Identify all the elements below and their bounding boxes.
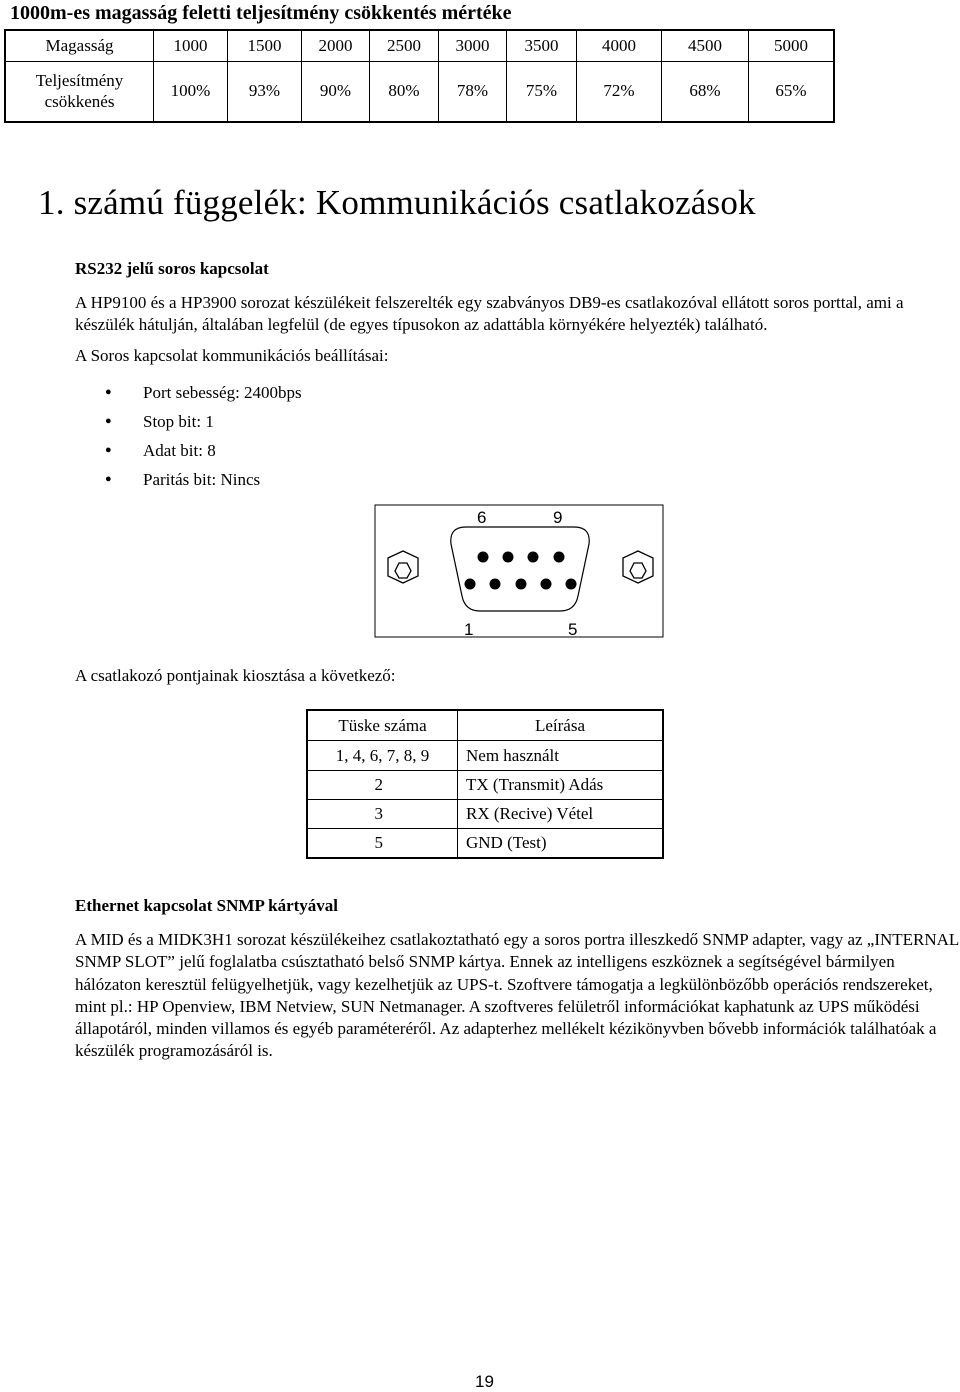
table-cell: 3500	[507, 30, 577, 61]
table-cell: 90%	[302, 61, 370, 122]
table-row	[307, 800, 663, 829]
appendix-title: 1. számú függelék: Kommunikációs csatlakozások	[38, 183, 756, 222]
setting-text: Paritás bit: Nincs	[143, 470, 261, 489]
table-cell: 100%	[154, 61, 228, 122]
table-cell: 78%	[439, 61, 507, 122]
pin-label-1: 1	[464, 620, 474, 639]
table-cell: 72%	[577, 61, 662, 122]
table-cell: 2000	[302, 30, 370, 61]
pin-dot	[541, 579, 552, 590]
page-number: 19	[475, 1372, 494, 1391]
pin-label-5: 5	[568, 620, 578, 639]
rs232-title: RS232 jelű soros kapcsolat	[75, 259, 269, 278]
desc-cell: RX (Recive) Vétel	[458, 800, 664, 829]
desc-cell: GND (Test)	[458, 829, 664, 858]
table-cell: 65%	[749, 61, 835, 122]
pin-label-9: 9	[553, 508, 563, 527]
pin-dot	[528, 552, 539, 563]
desc-cell: TX (Transmit) Adás	[458, 771, 664, 800]
settings-list	[75, 378, 302, 494]
pin-dot	[478, 552, 489, 563]
bullet-icon: ●	[105, 473, 112, 485]
table-cell: 80%	[370, 61, 439, 122]
pin-cell: 1, 4, 6, 7, 8, 9	[307, 741, 458, 771]
bullet-icon: ●	[105, 386, 112, 398]
table-cell: 1000	[154, 30, 228, 61]
column-header: Tüske száma	[307, 710, 458, 741]
table-header-row	[307, 710, 663, 741]
table-row	[5, 30, 834, 61]
pin-cell: 5	[307, 829, 458, 858]
pin-dot	[516, 579, 527, 590]
column-header: Leírása	[458, 710, 664, 741]
pin-dot	[465, 579, 476, 590]
altitude-heading: 1000m-es magasság feletti teljesítmény csökkentés mértéke	[10, 2, 512, 24]
table-row	[5, 61, 834, 122]
setting-text: Adat bit: 8	[143, 441, 216, 460]
db9-connector-diagram	[374, 504, 666, 641]
reduction-row-label: Teljesítmény csökkenés	[5, 61, 154, 122]
table-cell: 75%	[507, 61, 577, 122]
settings-intro: A Soros kapcsolat kommunikációs beállításai:	[75, 346, 389, 365]
table-cell: 3000	[439, 30, 507, 61]
setting-text: Port sebesség: 2400bps	[143, 383, 302, 402]
table-row	[307, 771, 663, 800]
pinout-intro: A csatlakozó pontjainak kiosztása a következő:	[75, 666, 396, 685]
bullet-icon: ●	[105, 415, 112, 427]
table-cell: 1500	[228, 30, 302, 61]
pinout-table	[306, 709, 664, 859]
table-cell: 2500	[370, 30, 439, 61]
pin-dot	[490, 579, 501, 590]
bullet-icon: ●	[105, 444, 112, 456]
rs232-paragraph: A HP9100 és a HP3900 sorozat készülékeit felszerelték egy szabványos DB9-es csatlakozóval ellátott soros porttal, ami a készülék hátulján, általában legfelül (de egyes típusokon az adattábla környékére helyezték) található.	[75, 293, 904, 334]
list-item	[75, 436, 302, 465]
table-row	[307, 829, 663, 858]
table-cell: 68%	[662, 61, 749, 122]
pin-dot	[566, 579, 577, 590]
pin-dot	[503, 552, 514, 563]
desc-cell: Nem használt	[458, 741, 664, 771]
pin-cell: 2	[307, 771, 458, 800]
altitude-table	[4, 29, 835, 123]
list-item	[75, 378, 302, 407]
ethernet-paragraph: A MID és a MIDK3H1 sorozat készülékeihez csatlakoztatható egy a soros portra illeszkedő SNMP adapter, vagy az „INTERNAL SNMP SLOT” jelű foglalatba csúsztatható belső SNMP kártya. Ennek az intelligens eszköznek a segítségével bármilyen hálózaton keresztül felügyelhetjük, vagy kezelhetjük az UPS-t. Szoftvere támogatja a legkülönbözőbb operációs rendszereket, mint pl.: HP Openview, IBM Netview, SUN Netmanager. A szoftveres felületről információkat kaphatunk az UPS működési állapotáról, minden villamos és egyéb paraméteréről. Az adapterhez mellékelt kézikönyvben bővebb információk találhatóak a készülék programozásáról is.	[75, 930, 959, 1061]
list-item	[75, 407, 302, 436]
altitude-row-label: Magasság	[5, 30, 154, 61]
table-row	[307, 741, 663, 771]
pin-dot	[554, 552, 565, 563]
table-cell: 4000	[577, 30, 662, 61]
pin-cell: 3	[307, 800, 458, 829]
list-item	[75, 465, 302, 494]
table-cell: 93%	[228, 61, 302, 122]
table-cell: 5000	[749, 30, 835, 61]
setting-text: Stop bit: 1	[143, 412, 214, 431]
table-cell: 4500	[662, 30, 749, 61]
pin-label-6: 6	[477, 508, 487, 527]
ethernet-title: Ethernet kapcsolat SNMP kártyával	[75, 896, 339, 915]
